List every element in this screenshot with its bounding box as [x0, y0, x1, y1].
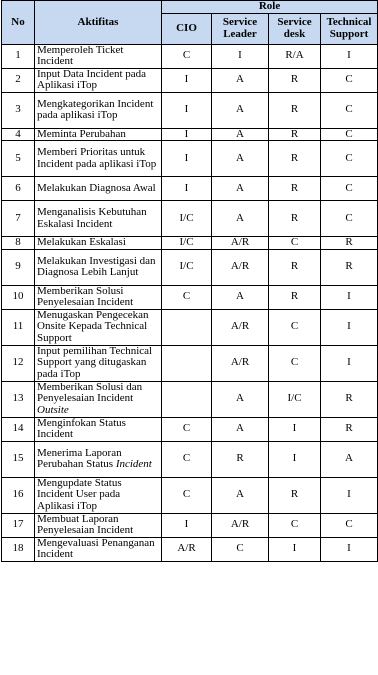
role-service-desk-cell: I/C [269, 381, 321, 417]
raci-table [1, 0, 378, 562]
activity-cell [35, 381, 162, 417]
activity-text: Menginfokan Status Incident [37, 416, 126, 440]
row-number: 18 [2, 537, 35, 561]
role-service-leader-cell: A [212, 68, 269, 92]
table-row [2, 513, 378, 537]
role-service-leader-cell: A/R [212, 249, 269, 285]
role-service-leader-cell: A [212, 92, 269, 128]
role-cio-cell: C [162, 44, 212, 68]
activity-text: Input Data Incident pada Aplikasi iTop [37, 67, 147, 91]
role-technical-support-cell: I [321, 44, 378, 68]
row-number: 5 [2, 141, 35, 177]
activity-cell [35, 68, 162, 92]
table-row [2, 141, 378, 177]
header-no: No [2, 1, 35, 45]
role-service-desk-cell: R [269, 201, 321, 237]
table-row [2, 309, 378, 345]
table-row [2, 441, 378, 477]
activity-cell [35, 177, 162, 201]
role-service-leader-cell: A/R [212, 513, 269, 537]
activity-text: Memberi Prioritas untuk Incident pada aplikasi iTop [37, 146, 157, 170]
role-service-desk-cell: I [269, 537, 321, 561]
table-row [2, 285, 378, 309]
activity-text: Mengupdate Status Incident User pada Aplikasi iTop [37, 476, 122, 512]
role-service-desk-cell: R [269, 177, 321, 201]
role-service-leader-cell: C [212, 537, 269, 561]
role-technical-support-cell: C [321, 177, 378, 201]
activity-text: Melakukan Diagnosa Awal [37, 181, 156, 194]
role-cio-cell: C [162, 285, 212, 309]
table-row [2, 128, 378, 141]
header-cio: CIO [162, 13, 212, 44]
role-cio-cell: C [162, 477, 212, 513]
activity-cell [35, 201, 162, 237]
role-service-leader-cell: A/R [212, 345, 269, 381]
role-service-leader-cell: A [212, 477, 269, 513]
role-service-leader-cell: I [212, 44, 269, 68]
role-service-leader-cell: A [212, 141, 269, 177]
table-row [2, 92, 378, 128]
row-number: 6 [2, 177, 35, 201]
role-service-desk-cell: R [269, 92, 321, 128]
activity-cell [35, 537, 162, 561]
role-technical-support-cell: R [321, 237, 378, 250]
role-cio-cell: I [162, 128, 212, 141]
role-technical-support-cell: R [321, 417, 378, 441]
activity-cell [35, 417, 162, 441]
header-service-leader: Service Leader [212, 13, 269, 44]
activity-text: Menugaskan Pengecekan Onsite Kepada Technical Support [37, 308, 149, 344]
role-service-desk-cell: R [269, 285, 321, 309]
role-technical-support-cell: R [321, 381, 378, 417]
role-cio-cell: C [162, 417, 212, 441]
role-service-leader-cell: A [212, 201, 269, 237]
role-service-desk-cell: C [269, 345, 321, 381]
activity-text: Memberikan Solusi Penyelesaian Incident [37, 284, 134, 308]
header-technical-support: Technical Support [321, 13, 378, 44]
role-technical-support-cell: A [321, 441, 378, 477]
row-number: 14 [2, 417, 35, 441]
role-service-leader-cell: A/R [212, 237, 269, 250]
role-service-desk-cell: I [269, 417, 321, 441]
table-row [2, 477, 378, 513]
table-row [2, 44, 378, 68]
table-row [2, 68, 378, 92]
activity-cell [35, 237, 162, 250]
role-cio-cell: C [162, 441, 212, 477]
activity-cell [35, 345, 162, 381]
role-cio-cell: I/C [162, 237, 212, 250]
role-technical-support-cell: C [321, 128, 378, 141]
role-service-desk-cell: R [269, 477, 321, 513]
row-number: 8 [2, 237, 35, 250]
role-service-leader-cell: A [212, 417, 269, 441]
role-technical-support-cell: C [321, 92, 378, 128]
activity-text: Input pemilihan Technical Support yang ditugaskan pada iTop [37, 344, 153, 380]
role-technical-support-cell: I [321, 309, 378, 345]
role-cio-cell: A/R [162, 537, 212, 561]
role-technical-support-cell: R [321, 249, 378, 285]
row-number: 7 [2, 201, 35, 237]
table-body [2, 44, 378, 561]
row-number: 1 [2, 44, 35, 68]
role-service-leader-cell: A [212, 381, 269, 417]
role-technical-support-cell: I [321, 285, 378, 309]
table-header [2, 1, 378, 45]
row-number: 16 [2, 477, 35, 513]
role-service-leader-cell: A [212, 177, 269, 201]
activity-cell [35, 441, 162, 477]
role-cio-cell: I [162, 513, 212, 537]
row-number: 17 [2, 513, 35, 537]
table-row [2, 381, 378, 417]
role-service-desk-cell: C [269, 513, 321, 537]
activity-cell [35, 477, 162, 513]
table-row [2, 177, 378, 201]
role-technical-support-cell: I [321, 477, 378, 513]
activity-italic-text: Outsite [37, 403, 69, 416]
role-service-desk-cell: R [269, 249, 321, 285]
role-service-desk-cell: C [269, 309, 321, 345]
role-technical-support-cell: I [321, 345, 378, 381]
role-service-desk-cell: C [269, 237, 321, 250]
activity-cell [35, 249, 162, 285]
activity-text: Melakukan Eskalasi [37, 236, 126, 248]
role-cio-cell: I/C [162, 249, 212, 285]
role-cio-cell [162, 381, 212, 417]
activity-text: Mengkategorikan Incident pada aplikasi iTop [37, 97, 154, 121]
row-number: 9 [2, 249, 35, 285]
role-technical-support-cell: C [321, 513, 378, 537]
table-row [2, 237, 378, 250]
table-row [2, 417, 378, 441]
role-service-desk-cell: R [269, 141, 321, 177]
role-cio-cell: I [162, 68, 212, 92]
activity-cell [35, 92, 162, 128]
activity-cell [35, 513, 162, 537]
activity-cell [35, 309, 162, 345]
table-row [2, 201, 378, 237]
role-cio-cell: I/C [162, 201, 212, 237]
activity-text: Membuat Laporan Penyelesaian Incident [37, 512, 134, 536]
role-cio-cell: I [162, 141, 212, 177]
activity-text: Melakukan Investigasi dan Diagnosa Lebih Lanjut [37, 254, 156, 278]
role-service-desk-cell: R/A [269, 44, 321, 68]
role-technical-support-cell: I [321, 537, 378, 561]
role-technical-support-cell: C [321, 68, 378, 92]
activity-cell [35, 128, 162, 141]
row-number: 2 [2, 68, 35, 92]
activity-cell [35, 44, 162, 68]
role-service-leader-cell: A [212, 128, 269, 141]
activity-text: Menerima Laporan Perubahan Status [37, 446, 122, 470]
header-role: Role [162, 1, 378, 14]
role-technical-support-cell: C [321, 201, 378, 237]
row-number: 10 [2, 285, 35, 309]
role-cio-cell [162, 345, 212, 381]
row-number: 3 [2, 92, 35, 128]
table-row [2, 249, 378, 285]
role-cio-cell: I [162, 92, 212, 128]
role-service-leader-cell: A/R [212, 309, 269, 345]
table-row [2, 537, 378, 561]
row-number: 12 [2, 345, 35, 381]
role-service-leader-cell: R [212, 441, 269, 477]
activity-text: Meminta Perubahan [37, 127, 126, 140]
table-row [2, 345, 378, 381]
role-service-desk-cell: R [269, 128, 321, 141]
role-service-desk-cell: I [269, 441, 321, 477]
activity-text: Memberikan Solusi dan Penyelesaian Incident [37, 380, 143, 405]
role-technical-support-cell: C [321, 141, 378, 177]
role-service-desk-cell: R [269, 68, 321, 92]
activity-text: Mengevaluasi Penanganan Incident [37, 536, 155, 560]
row-number: 15 [2, 441, 35, 477]
row-number: 13 [2, 381, 35, 417]
activity-italic-text: Incident [115, 458, 152, 470]
header-activity: Aktifitas [35, 1, 162, 45]
activity-text: Memperoleh Ticket Incident [37, 43, 124, 67]
activity-cell [35, 285, 162, 309]
role-cio-cell [162, 309, 212, 345]
header-service-desk: Service desk [269, 13, 321, 44]
role-cio-cell: I [162, 177, 212, 201]
row-number: 11 [2, 309, 35, 345]
activity-text: Menganalisis Kebutuhan Eskalasi Incident [37, 206, 147, 230]
role-service-leader-cell: A [212, 285, 269, 309]
activity-cell [35, 141, 162, 177]
row-number: 4 [2, 128, 35, 141]
